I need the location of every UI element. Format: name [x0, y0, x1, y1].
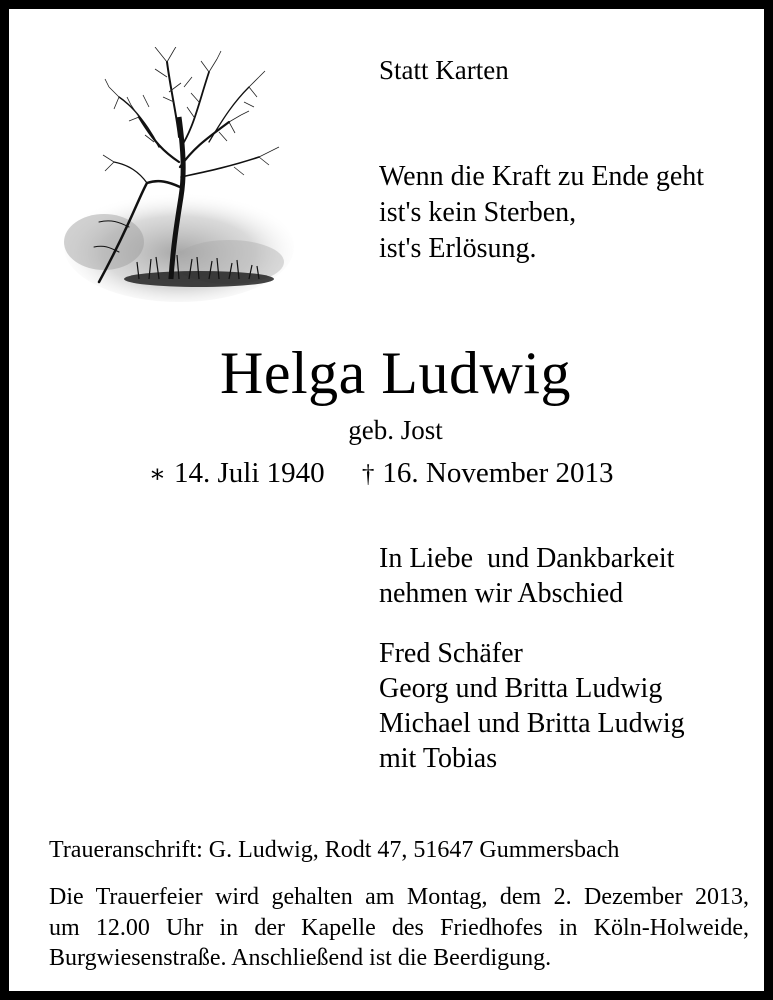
family-member: Georg und Britta Ludwig: [379, 673, 663, 704]
birth-star-icon: ∗: [149, 461, 166, 488]
family-list: [379, 636, 685, 776]
service-line: um 12.00 Uhr in der Kapelle des Friedhofes in Köln-Holweide,: [49, 914, 749, 941]
service-line: Burgwiesenstraße. Anschließend ist die Beerdigung.: [49, 945, 552, 971]
life-dates: [149, 457, 614, 490]
family-member: Michael und Britta Ludwig: [379, 708, 685, 739]
memorial-quote: [379, 159, 704, 267]
quote-line: ist's kein Sterben,: [379, 197, 577, 228]
quote-line: ist's Erlösung.: [379, 233, 537, 264]
mourning-line: nehmen wir Abschied: [379, 578, 624, 609]
bare-tree-illustration: [59, 47, 294, 309]
mourning-text: [379, 541, 674, 611]
quote-line: Wenn die Kraft zu Ende geht: [379, 161, 705, 192]
notice-heading: Statt Karten: [379, 55, 509, 85]
service-line: Die Trauerfeier wird gehalten am Montag, dem 2. Dezember 2013,: [49, 884, 749, 910]
funeral-service-info: [49, 882, 749, 974]
mourning-line: In Liebe und Dankbarkeit: [379, 543, 675, 574]
mourning-address: Traueranschrift: G. Ludwig, Rodt 47, 51647 Gummersbach: [49, 837, 620, 863]
birth-date: 14. Juli 1940: [174, 457, 325, 489]
death-date: 16. November 2013: [382, 457, 614, 489]
family-member: Fred Schäfer: [379, 638, 523, 669]
deceased-name: Helga Ludwig: [220, 340, 571, 406]
death-cross-icon: †: [361, 461, 375, 488]
birth-name: geb. Jost: [348, 415, 443, 445]
family-member: mit Tobias: [379, 743, 498, 774]
